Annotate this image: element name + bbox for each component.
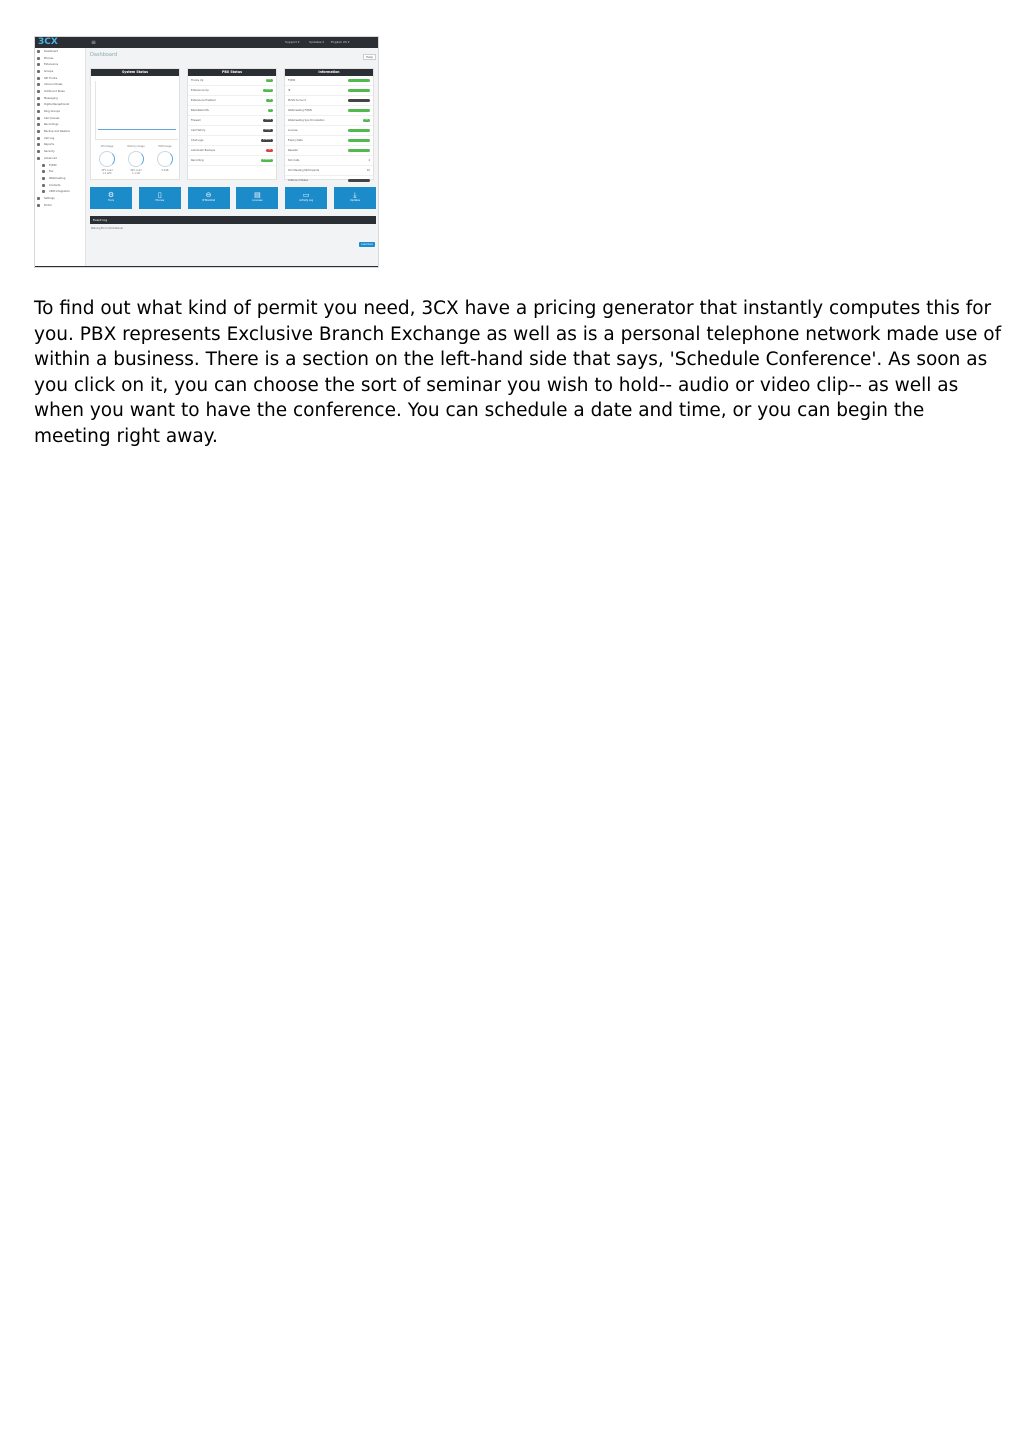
sidebar-item-icon [37,117,40,120]
status-badge: Off [268,148,271,151]
updates-menu[interactable]: Updates ▾ [309,40,324,44]
sidebar-item-label: Ring Groups [44,110,60,114]
status-badge: 16 [268,98,271,101]
status-row-label: Firewall [191,119,201,122]
sidebar-item[interactable] [35,168,85,175]
sidebar-item-icon [37,204,40,207]
status-row [285,76,373,86]
status-row-label: Extensions Up [191,89,209,92]
sidebar-item[interactable] [35,182,85,189]
sidebar-item[interactable] [35,61,85,68]
tile-icon: ▤ [254,191,261,199]
sidebar-item-label: Settings [44,196,55,200]
status-row [285,166,373,176]
sidebar-item[interactable] [35,135,85,142]
usage-gauge [124,145,148,175]
status-row-label: FQDN [288,79,296,82]
panel-title: Information [285,69,373,76]
tile-label: Updates [350,199,360,202]
top-bar [35,37,379,48]
sidebar-item-label: Dashboard [44,49,59,53]
pbx-status-panel [187,68,277,180]
sidebar-item-icon [37,110,40,113]
load-more-button[interactable]: Load more [359,242,375,247]
status-badge: Check [264,118,271,121]
bottom-strip [35,266,379,268]
sidebar-item[interactable] [35,68,85,75]
status-row-label: Reseller [288,149,298,152]
tile-label: Activity Log [299,199,314,202]
gauge-label: CPU Usage [100,145,114,148]
sidebar-item-icon [42,170,45,173]
sidebar-item-icon [37,77,40,80]
quick-tile[interactable] [334,187,376,209]
status-row-label: Call History [191,129,206,132]
sidebar-item-icon [37,70,40,73]
status-badge: 10 [366,169,370,172]
sidebar-item[interactable] [35,142,85,149]
hamburger-icon[interactable]: ≡ [91,39,97,46]
sidebar-item-label: Messaging [44,96,58,100]
status-badge: 12/16 [265,88,271,91]
sidebar-item-label: Outbound Rules [44,89,65,93]
status-row [188,76,276,86]
quick-tiles [90,187,376,209]
sidebar-item-label: Backup and Restore [44,130,70,134]
sidebar-item[interactable] [35,55,85,62]
status-badge: 4 [368,159,370,162]
sidebar-item[interactable] [35,102,85,109]
gauge-ring [99,151,115,167]
status-row [285,136,373,146]
usage-gauge [95,145,119,175]
status-badge [348,109,370,113]
status-badge: Range [264,128,271,131]
status-row-label: Trunks Up [191,79,204,82]
sidebar-item-label: Security [44,150,55,154]
status-row [285,86,373,96]
status-badge: Enabled [262,138,271,141]
sidebar-item-icon [37,50,40,53]
status-badge [348,79,370,83]
tile-label: Phones [155,199,165,202]
status-row [285,146,373,156]
sidebar-item[interactable] [35,108,85,115]
status-row [285,176,373,186]
sidebar-item-label: Extensions [44,63,59,67]
sidebar-item-label: SIP Trunks [44,76,58,80]
status-row [285,96,373,106]
status-row-label: Recording [191,159,204,162]
status-row-label: Expiry Date [288,139,303,142]
sidebar-item-icon [37,97,40,100]
status-row [188,106,276,116]
tile-icon: ▭ [302,191,310,199]
sidebar-item-icon [37,90,40,93]
sidebar-item-icon [37,83,40,86]
quick-tile[interactable] [139,187,181,209]
status-row-label: Webmeeting FQDN [288,109,312,112]
status-row-label: Chat Logs [191,139,204,142]
status-badge [348,99,370,103]
sidebar [35,48,86,268]
sidebar-item-label: Reports [44,143,54,147]
status-row [188,116,276,126]
status-badge [348,129,370,133]
3cx-dashboard-screenshot [34,36,379,268]
sidebar-item[interactable] [35,195,85,202]
status-row-label: Extensions Enabled [191,99,216,102]
sidebar-item-icon [37,150,40,153]
tile-icon: ⚙ [107,191,115,199]
tile-icon: ⤓ [353,191,357,199]
sidebar-item-label: Portal [44,203,52,207]
event-log-header: Event log [90,216,376,224]
sidebar-item-label: Phones [44,56,54,60]
sidebar-item[interactable] [35,148,85,155]
quick-tile[interactable] [285,187,327,209]
sidebar-item-label: Fax [49,170,54,174]
gauge-label: Memory Usage [127,145,145,148]
status-badge: OK [365,118,368,121]
gauge-sub: 1.4 GHz [102,172,112,175]
sidebar-item-icon [42,190,45,193]
sidebar-item-label: CRM Integration [49,190,70,194]
status-badge: Enabled [262,158,271,161]
status-row [188,96,276,106]
gauge-value: 40% Load [130,169,142,172]
status-badge [348,179,370,183]
sidebar-item[interactable] [35,202,85,209]
sidebar-item-icon [37,143,40,146]
gauge-ring [157,151,173,167]
status-row-label: Outbound Rules [288,179,308,182]
status-badge [348,149,370,153]
sidebar-item-icon [37,57,40,60]
status-row-label: Sim Calls [288,159,300,162]
sidebar-item[interactable] [35,122,85,129]
tile-icon: ⊖ [205,191,212,199]
panel-title: System Status [91,69,179,76]
sidebar-item-label: Call Queues [44,116,60,120]
status-row-label: Sim Meeting Participants [288,169,320,172]
sidebar-item-label: Contacts [49,183,61,187]
page-title: Dashboard [90,52,118,58]
status-row [188,126,276,136]
sidebar-item-icon [37,137,40,140]
sidebar-item-icon [37,63,40,66]
sidebar-item[interactable] [35,75,85,82]
sidebar-item[interactable] [35,95,85,102]
status-row-label: PUSH Account [288,99,306,102]
sidebar-item-icon [37,130,40,133]
usage-chart [95,81,178,140]
sidebar-item-label: Advanced [44,156,57,160]
sidebar-item-icon [37,157,40,160]
sidebar-item-label: Groups [44,69,54,73]
sidebar-item-icon [42,184,45,187]
tile-icon: ▯ [157,191,162,199]
tile-label: Licenses [252,199,263,202]
sidebar-item-label: Inbound Rules [44,83,63,87]
panel-title: PBX Status [188,69,276,76]
status-row-label: Webmeeting Synchronization [288,119,325,122]
event-log-legend: Warning Error Informational [91,227,123,230]
status-row [188,146,276,156]
tile-label: Tools [108,199,114,202]
status-badge: 0 [269,108,271,111]
status-badge: 2/2 [267,78,271,81]
gauge-value: 30% Load [101,169,113,172]
status-row-label: License [288,129,298,132]
status-row [188,156,276,166]
tile-label: IP Blacklist [202,199,216,202]
sidebar-item[interactable] [35,162,85,169]
sidebar-item[interactable] [35,188,85,195]
sidebar-item-icon [42,164,45,167]
language-menu[interactable]: English US ▾ [331,40,350,44]
sidebar-item-icon [37,103,40,106]
sidebar-item[interactable] [35,115,85,122]
usage-gauge [153,145,177,175]
status-badge [348,89,370,93]
system-status-panel [90,68,180,180]
status-row-label: Blacklisted IPs [191,109,209,112]
gauge-label: HDD Usage [158,145,172,148]
support-menu[interactable]: Support ▾ [285,40,300,44]
gauge-value: 5.2GB [161,169,169,172]
quick-tile[interactable] [188,187,230,209]
status-badge [348,139,370,143]
3cx-logo: 3CX [38,37,58,47]
gauges [95,145,177,175]
status-row [285,126,373,136]
status-row [188,136,276,146]
sidebar-item-label: Webmeeting [49,176,66,180]
sidebar-item[interactable] [35,88,85,95]
usage-line [98,129,176,130]
sidebar-item[interactable] [35,155,85,162]
gauge-ring [128,151,144,167]
sidebar-item[interactable] [35,128,85,135]
help-button[interactable]: Help [363,54,376,60]
main-content [86,48,379,268]
status-row [188,86,276,96]
status-row [285,156,373,166]
quick-tile[interactable] [90,187,132,209]
gauge-sub: 1.1 GB [132,172,140,175]
status-row-label: IP [288,89,291,92]
information-panel [284,68,374,180]
sidebar-item[interactable] [35,48,85,55]
quick-tile[interactable] [236,187,278,209]
status-row [285,106,373,116]
article-paragraph: To find out what kind of permit you need, 3CX have a pricing generator that instantly computes this for you. PBX represents Exclusive Branch Exchange as well as is a personal telephone network made use of within a business. There is a section on the left-hand side that says, 'Schedule Conference'. As soon as you click on it, you can choose the sort of seminar you wish to hold-- audio or video clip-- as well as when you want to have the conference. You can schedule a date and time, or you can begin the meeting right away. [34,298,1002,447]
sidebar-item-icon [37,197,40,200]
sidebar-item-label: Call Log [44,136,55,140]
sidebar-item[interactable] [35,175,85,182]
sidebar-item-icon [42,177,45,180]
sidebar-item-label: Recordings [44,123,59,127]
status-row-label: Automatic Backups [191,149,216,152]
status-row [285,116,373,126]
sidebar-item-label: Digital Receptionist [44,103,70,107]
sidebar-item-label: FQDN [49,163,57,167]
sidebar-item-icon [37,123,40,126]
sidebar-item[interactable] [35,81,85,88]
